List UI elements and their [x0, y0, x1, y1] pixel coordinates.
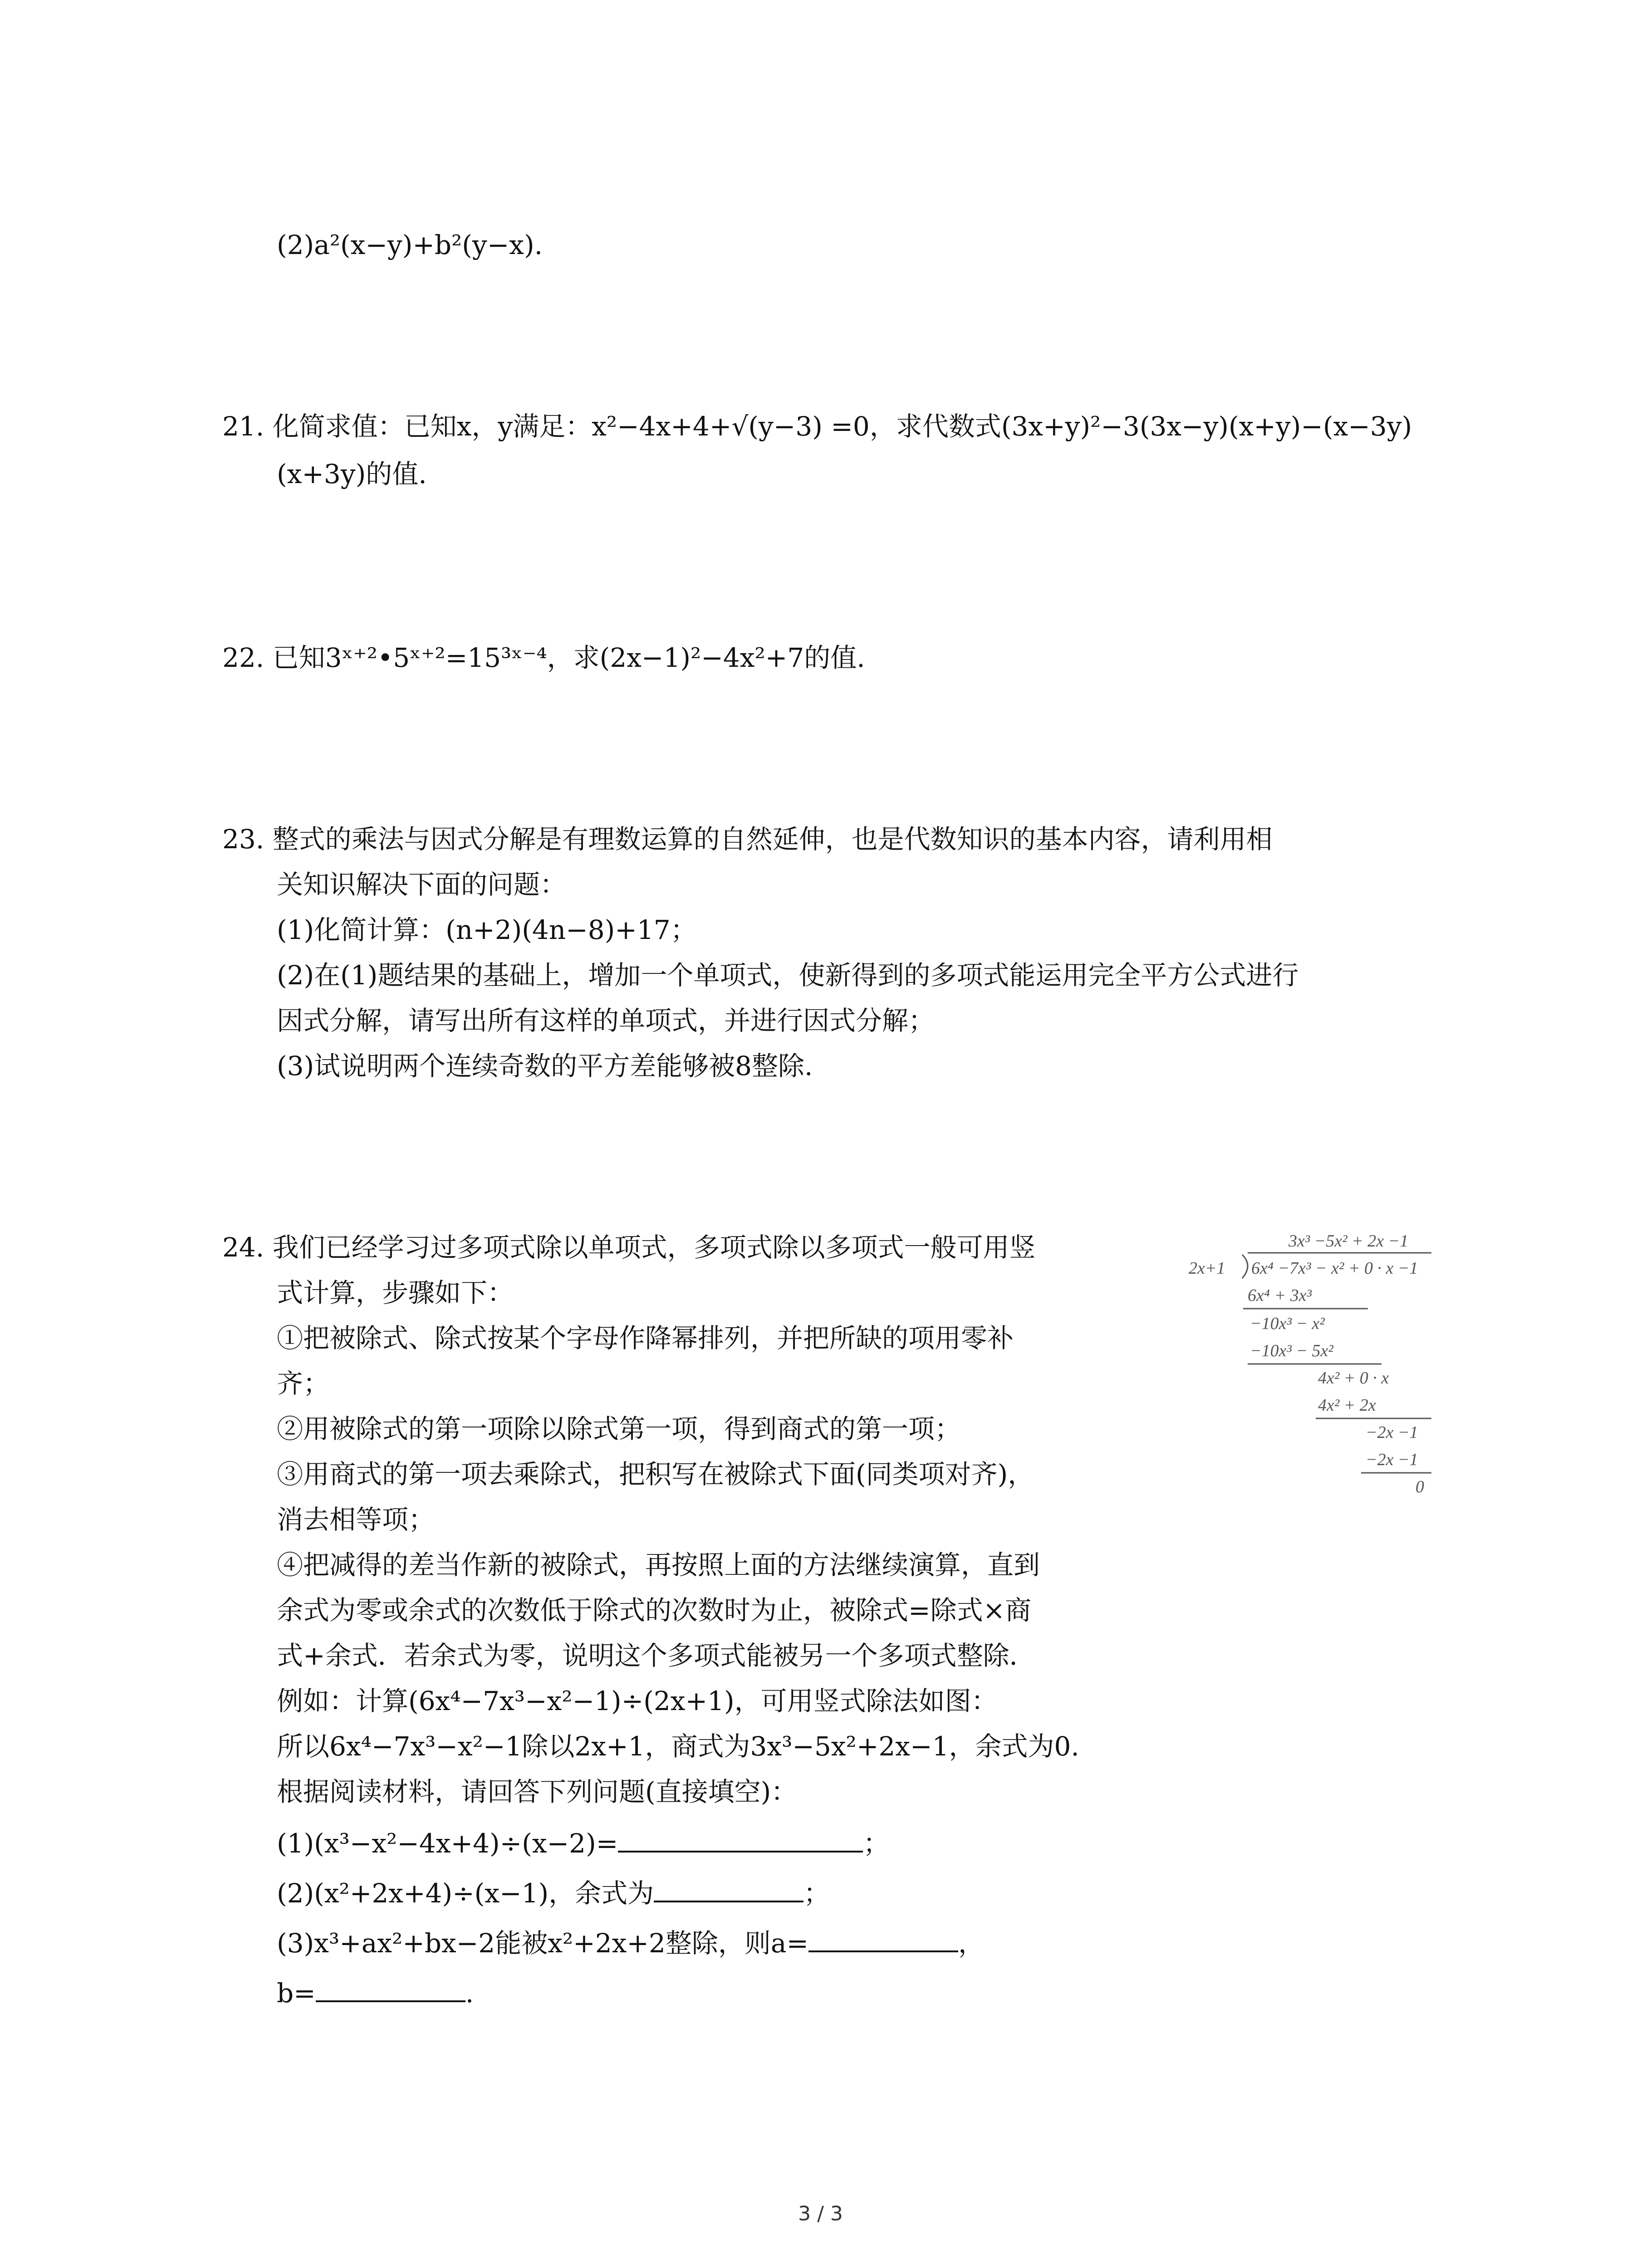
answer-blank-4[interactable]: [316, 1973, 465, 2002]
q24-part2: [277, 1873, 830, 1911]
q24-part1-end: ；: [863, 1828, 890, 1859]
q24-part3-end: ，: [958, 1928, 985, 1959]
q24-step4-line3: 式+余式．若余式为零，说明这个多项式能被另一个多项式整除．: [277, 1640, 1036, 1671]
q22-line: 22. 已知3ˣ⁺²•5ˣ⁺²=15³ˣ⁻⁴，求(2x−1)²−4x²+7的值.: [222, 642, 865, 673]
q24-step3-line2: 消去相等项；: [277, 1504, 435, 1535]
q24-part3: [277, 1923, 985, 1961]
q24-part3-b-text: b=: [277, 1978, 316, 2009]
q24-part1: [277, 1823, 889, 1862]
fig-row1: 6x⁴ + 3x³: [1248, 1286, 1312, 1305]
page-number: 3 / 3: [798, 2202, 843, 2225]
q24-example-result: 所以6x⁴−7x³−x²−1除以2x+1，商式为3x³−5x²+2x−1，余式为0.: [277, 1731, 1079, 1762]
q24-step2: ②用被除式的第一项除以除式第一项，得到商式的第一项；: [277, 1413, 961, 1444]
q24-instruction: 根据阅读材料，请回答下列问题(直接填空)：: [277, 1776, 798, 1807]
q24-part2-end: ；: [803, 1878, 830, 1909]
q23-part1: (1)化简计算：(n+2)(4n−8)+17；: [277, 914, 697, 945]
q23-line1: 23. 整式的乘法与因式分解是有理数运算的自然延伸，也是代数知识的基本内容，请利用相: [222, 824, 1273, 855]
q24-part1-text: (1)(x³−x²−4x+4)÷(x−2)=: [277, 1828, 618, 1859]
q24-step1-line2: 齐；: [277, 1368, 330, 1399]
fig-row6: −2x −1: [1366, 1423, 1418, 1442]
fig-row3: −10x³ − 5x²: [1250, 1341, 1333, 1360]
q24-part3-b-end: .: [465, 1978, 474, 2009]
q23-part2-line2: 因式分解，请写出所有这样的单项式，并进行因式分解；: [277, 1005, 935, 1036]
q24-step3-line1: ③用商式的第一项去乘除式，把积写在被除式下面(同类项对齐)，: [277, 1459, 1034, 1490]
fig-row5: 4x² + 2x: [1318, 1396, 1376, 1415]
q21-line2: (x+3y)的值.: [277, 459, 427, 489]
q23-part3: (3)试说明两个连续奇数的平方差能够被8整除.: [277, 1051, 813, 1081]
fig-row7: −2x −1: [1366, 1450, 1418, 1469]
answer-blank-1[interactable]: [618, 1823, 863, 1853]
q23-line2: 关知识解决下面的问题：: [277, 869, 567, 900]
q20-part2: (2)a²(x−y)+b²(y−x).: [277, 230, 543, 260]
q24-part3-b: [277, 1973, 474, 2011]
q21-line1: 21. 化简求值：已知x，y满足：x²−4x+4+√(y−3) =0，求代数式(3x+y)²−3(3x−y)(x+y)−(x−3y): [222, 411, 1412, 442]
long-division-figure: [1180, 1225, 1434, 1551]
fig-dividend: 6x⁴ −7x³ − x² + 0 · x −1: [1251, 1259, 1418, 1278]
q24-line2: 式计算，步骤如下：: [277, 1277, 514, 1308]
answer-blank-2[interactable]: [654, 1873, 803, 1902]
q24-step1-line1: ①把被除式、除式按某个字母作降幂排列，并把所缺的项用零补: [277, 1323, 1014, 1354]
fig-row2: −10x³ − x²: [1250, 1314, 1325, 1333]
fig-quotient: 3x³ −5x² + 2x −1: [1288, 1232, 1409, 1251]
q24-part3-text: (3)x³+ax²+bx−2能被x²+2x+2整除，则a=: [277, 1928, 809, 1959]
fig-row8: 0: [1416, 1477, 1424, 1496]
answer-blank-3[interactable]: [808, 1923, 958, 1952]
q23-part2-line1: (2)在(1)题结果的基础上，增加一个单项式，使新得到的多项式能运用完全平方公式进行: [277, 960, 1299, 991]
q24-step4-line1: ④把减得的差当作新的被除式，再按照上面的方法继续演算，直到: [277, 1549, 1040, 1580]
q24-line1: 24. 我们已经学习过多项式除以单项式，多项式除以多项式一般可用竖: [222, 1232, 1036, 1263]
fig-row4: 4x² + 0 · x: [1318, 1369, 1389, 1388]
q24-step4-line2: 余式为零或余式的次数低于除式的次数时为止，被除式=除式×商: [277, 1595, 1032, 1626]
fig-divisor: 2x+1: [1189, 1259, 1225, 1278]
q24-part2-text: (2)(x²+2x+4)÷(x−1)，余式为: [277, 1878, 654, 1909]
q24-example: 例如：计算(6x⁴−7x³−x²−1)÷(2x+1)，可用竖式除法如图：: [277, 1686, 998, 1716]
